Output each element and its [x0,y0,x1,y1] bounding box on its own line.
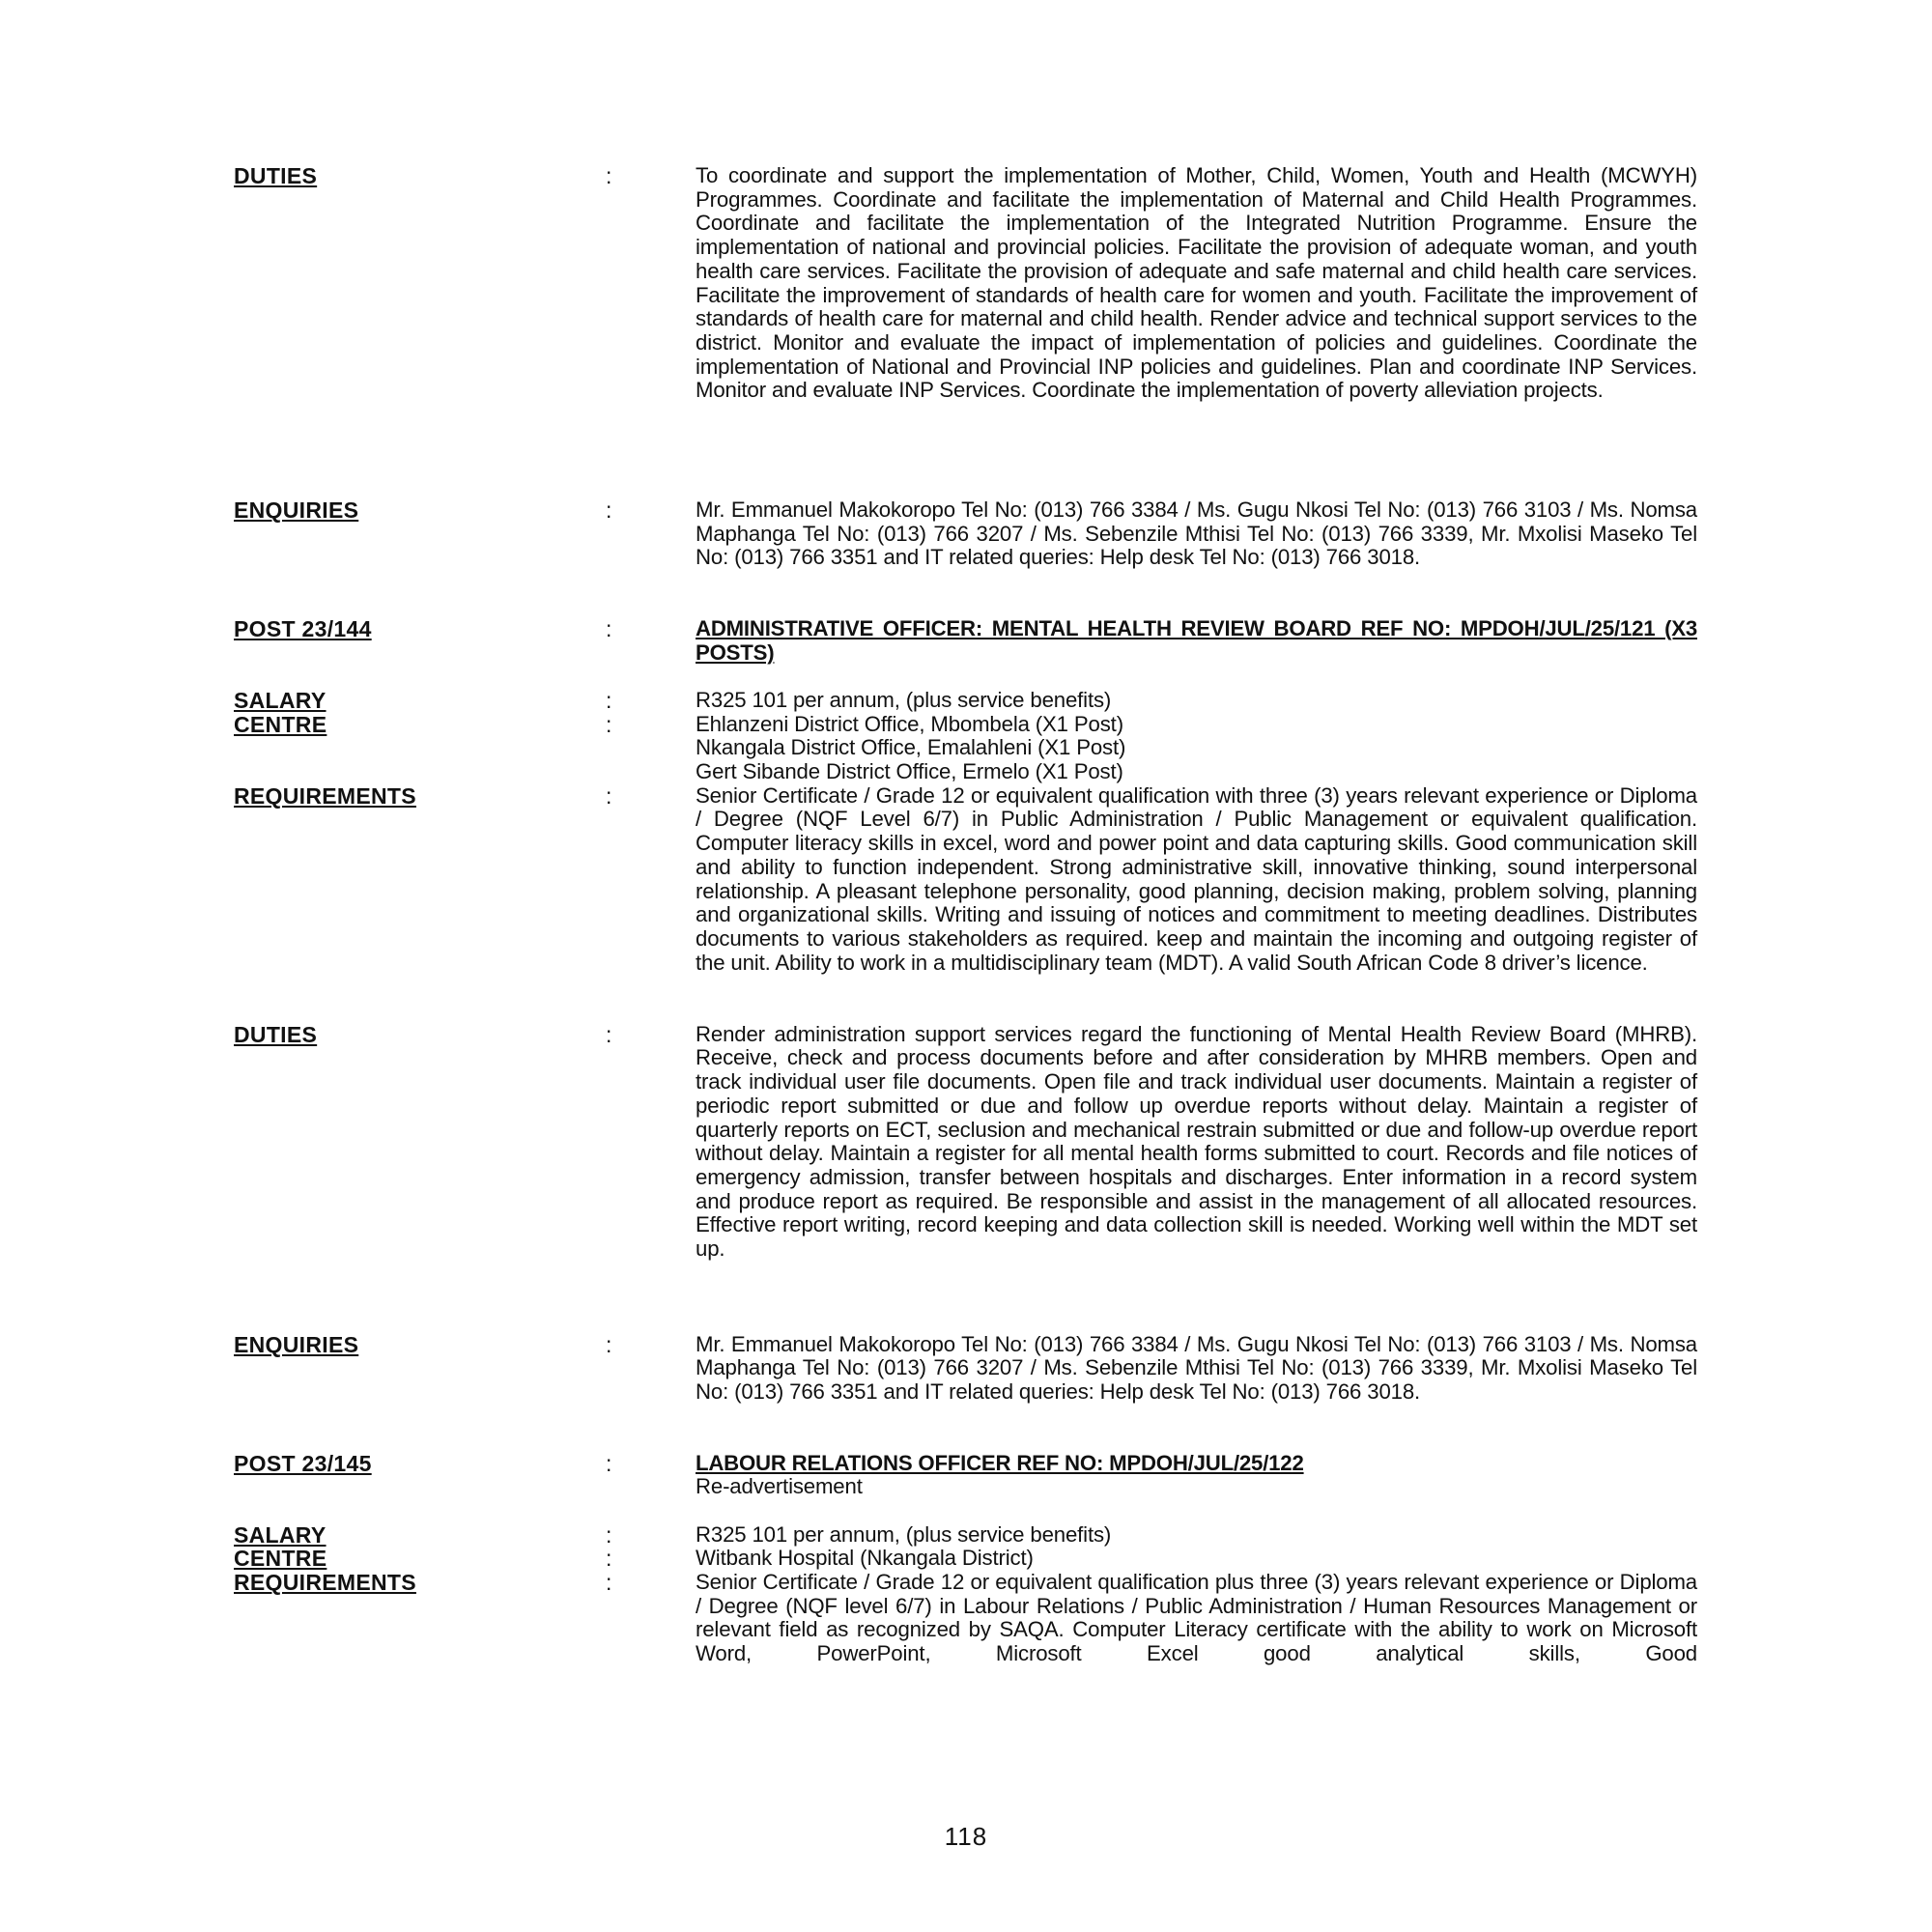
centre-item: Gert Sibande District Office, Ermelo (X1 Post) [696,759,1123,784]
field-colon: : [606,1521,612,1548]
enquiries-text: Mr. Emmanuel Makokoropo Tel No: (013) 766 3384 / Ms. Gugu Nkosi Tel No: (013) 766 3103 / Ms. Nomsa Maphanga Tel No: (013) 766 3207 / Ms. Sebenzile Mthisi Tel No: (013) 766 3339, Mr. Mxolisi Maseko Tel No: (013) 766 3351 and IT related queries: Help desk Tel No: (013) 766 3018. [696,497,1697,570]
field-label: REQUIREMENTS [234,1570,416,1596]
field-label: ENQUIRIES [234,1331,359,1357]
enquiries-row-prev [234,498,1697,594]
centre-row [234,713,1697,784]
field-colon: : [606,1450,612,1476]
post-number: POST 23/145 [234,1450,372,1476]
field-colon: : [606,616,612,641]
requirements-row [234,784,1697,1023]
field-colon: : [606,711,612,737]
requirements-row [234,1571,1697,1690]
field-label: ENQUIRIES [234,497,359,523]
centre-item: Nkangala District Office, Emalahleni (X1 Post) [696,735,1126,760]
requirements-text: Senior Certificate / Grade 12 or equivalent qualification with three (3) years relevant experience or Diploma / Degree (NQF Level 6/7) in Public Administration / Public Management or equivalent qualification. Computer literacy skills in excel, word and power point and data capturing skills. Good communication skill and ability to function independent. Strong administrative skill, innovative thinking, sound interpersonal relationship. A pleasant telephone personality, good planning, decision making, problem solving, planning and organizational skills. Writing and issuing of notices and commitment to meeting deadlines. Distributes documents to various stakeholders as required. keep and maintain the incoming and outgoing register of the unit. Ability to work in a multidisciplinary team (MDT). A valid South African Code 8 driver’s licence. [696,782,1697,975]
field-colon: : [606,1570,612,1596]
field-label: CENTRE [234,711,327,737]
duties-text: Render administration support services regard the functioning of Mental Health Review Board (MHRB). Receive, check and process documents before and after consideration by MHRB members. Open and track individual user file documents. Open file and track individual user documents. Maintain a register of periodic report submitted or due and follow up overdue reports without delay. Maintain a register of quarterly reports on ECT, seclusion and mechanical restrain submitted or due and follow-up overdue report without delay. Maintain a register for all mental health forms submitted to court. Records and file notices of emergency admission, transfer between hospitals and discharges. Enter information in a record system and produce report as required. Be responsible and assist in the management of all allocated resources. Effective report writing, record keeping and data collection skill is needed. Working well within the MDT set up. [696,1021,1697,1262]
duties-row [234,1023,1697,1333]
field-colon: : [606,497,612,523]
field-colon: : [606,688,612,713]
requirements-text: Senior Certificate / Grade 12 or equivalent qualification plus three (3) years relevant experience or Diploma / Degree (NQF level 6/7) in Labour Relations / Public Administration / Human Resources Management or relevant field as recognized by SAQA. Computer Literacy certificate with the ability to work on Microsoft Word, PowerPoint, Microsoft Excel good analytical skills, Good [696,1570,1697,1666]
salary-value: R325 101 per annum, (plus service benefits) [696,1521,1112,1547]
field-label: SALARY [234,688,327,713]
salary-row [234,689,1697,713]
field-colon: : [606,1021,612,1047]
field-label: DUTIES [234,163,318,188]
salary-value: R325 101 per annum, (plus service benefits) [696,688,1112,712]
field-label: CENTRE [234,1546,327,1572]
centre-row [234,1547,1697,1571]
field-colon: : [606,1331,612,1357]
post-subtitle: Re-advertisement [696,1474,863,1499]
page-number: 118 [944,1822,988,1851]
centre-value: Witbank Hospital (Nkangala District) [696,1546,1034,1571]
post-number: POST 23/144 [234,616,372,641]
enquiries-row [234,1333,1697,1429]
field-colon: : [606,1546,612,1572]
field-colon: : [606,782,612,809]
post-title: LABOUR RELATIONS OFFICER REF NO: MPDOH/JUL/25/122 [696,1450,1304,1475]
field-label: DUTIES [234,1021,318,1047]
centre-item: Ehlanzeni District Office, Mbombela (X1 Post) [696,711,1123,736]
enquiries-text: Mr. Emmanuel Makokoropo Tel No: (013) 766 3384 / Ms. Gugu Nkosi Tel No: (013) 766 3103 / Ms. Nomsa Maphanga Tel No: (013) 766 3207 / Ms. Sebenzile Mthisi Tel No: (013) 766 3339, Mr. Mxolisi Maseko Tel No: (013) 766 3351 and IT related queries: Help desk Tel No: (013) 766 3018. [696,1331,1697,1405]
post-title: ADMINISTRATIVE OFFICER: MENTAL HEALTH REVIEW BOARD REF NO: MPDOH/JUL/25/121 (X3 POSTS) [696,616,1697,665]
post-header-row [234,617,1697,665]
field-label: REQUIREMENTS [234,782,416,809]
field-label: SALARY [234,1521,327,1548]
centre-list [696,713,1697,784]
duties-text: To coordinate and support the implementation of Mother, Child, Women, Youth and Health (MCWYH) Programmes. Coordinate and facilitate the implementation of Maternal and Child Health Programmes. Coordinate and facilitate the implementation of the Integrated Nutrition Programme. Ensure the implementation of national and provincial policies. Facilitate the provision of adequate woman, and youth health care services. Facilitate the provision of adequate and safe maternal and child health care services. Facilitate the improvement of standards of health care for women and youth. Facilitate the improvement of standards of health care for maternal and child health. Render advice and technical support services to the district. Monitor and evaluate the impact of implementation of policies and guidelines. Coordinate the implementation of National and Provincial INP policies and guidelines. Plan and coordinate INP Services. Monitor and evaluate INP Services. Coordinate the implementation of poverty alleviation projects. [696,163,1697,403]
field-colon: : [606,163,612,188]
post-title-block [696,1452,1697,1499]
salary-row [234,1523,1697,1548]
post-header-row [234,1452,1697,1499]
document-page [234,164,1697,1690]
duties-row-prev [234,164,1697,498]
